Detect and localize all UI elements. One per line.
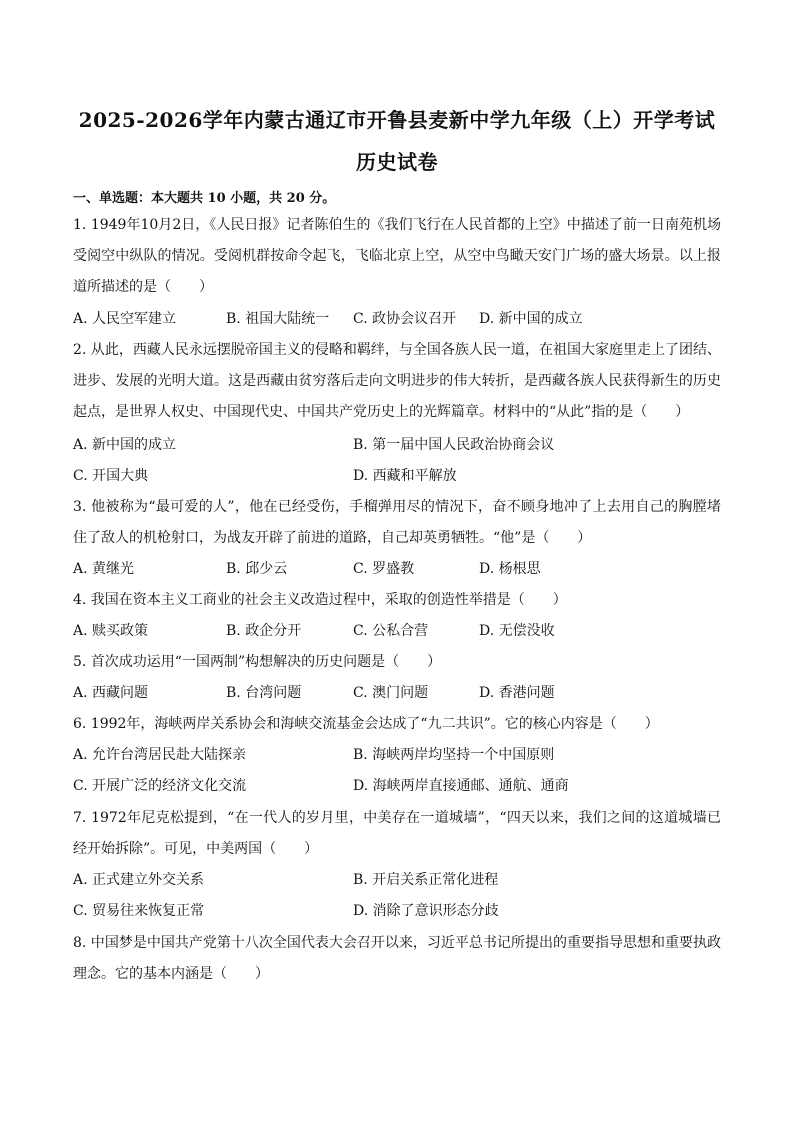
question-3-option-c[interactable]: C. 罗盛教 [353, 561, 415, 577]
question-1-option-a[interactable]: A. 人民空军建立 [73, 311, 177, 327]
question-4-option-a[interactable]: A. 赎买政策 [73, 623, 149, 639]
question-5-options [73, 678, 721, 709]
question-5-stem: 5. 首次成功运用“一国两制”构想解决的历史问题是（ ） [73, 654, 442, 670]
section-heading: 一、单选题：本大题共 10 小题，共 20 分。 [73, 191, 336, 206]
question-2-options-row-1 [73, 430, 721, 461]
question-2-option-d[interactable]: D. 西藏和平解放 [353, 468, 457, 484]
question-1-option-c[interactable]: C. 政协会议召开 [353, 311, 457, 327]
question-4-option-c[interactable]: C. 公私合营 [353, 623, 429, 639]
question-4-option-d[interactable]: D. 无偿没收 [479, 623, 555, 639]
question-8-stem: 8. 中国梦是中国共产党第十八次全国代表大会召开以来，习近平总书记所提出的重要指导思想和重要执政理念。它的基本内涵是（ ） [73, 935, 721, 982]
question-7-options-row-1 [73, 865, 721, 896]
question-1-options [73, 304, 721, 335]
exam-title: 2025-2026学年内蒙古通辽市开鲁县麦新中学九年级（上）开学考试 [78, 108, 716, 132]
question-5-option-a[interactable]: A. 西藏问题 [73, 685, 149, 701]
question-6-stem: 6. 1992年，海峡两岸关系协会和海峡交流基金会达成了“九二共识”。它的核心内容是（ ） [73, 716, 659, 732]
question-6-option-c[interactable]: C. 开展广泛的经济文化交流 [73, 778, 247, 794]
question-4-option-b[interactable]: B. 政企分开 [226, 623, 302, 639]
question-6-options-row-1 [73, 740, 721, 771]
question-7-option-b[interactable]: B. 开启关系正常化进程 [353, 872, 499, 888]
question-6-option-b[interactable]: B. 海峡两岸均坚持一个中国原则 [353, 747, 555, 763]
question-2-option-c[interactable]: C. 开国大典 [73, 468, 149, 484]
question-1-option-d[interactable]: D. 新中国的成立 [479, 311, 583, 327]
question-7-stem: 7. 1972年尼克松提到，“在一代人的岁月里，中美存在一道城墙”，“四天以来，我们之间的这道城墙已经开始拆除”。可见，中美两国（ ） [73, 810, 721, 857]
question-6-option-a[interactable]: A. 允许台湾居民赴大陆探亲 [73, 747, 247, 763]
question-3-option-a[interactable]: A. 黄继光 [73, 561, 135, 577]
question-3-option-b[interactable]: B. 邱少云 [226, 561, 288, 577]
exam-subject-title: 历史试卷 [356, 150, 438, 174]
question-6-options-row-2 [73, 771, 721, 802]
question-3-option-d[interactable]: D. 杨根思 [479, 561, 541, 577]
question-2-stem: 2. 从此，西藏人民永远摆脱帝国主义的侵略和羁绊，与全国各族人民一道，在祖国大家庭里走上了团结、进步、发展的光明大道。这是西藏由贫穷落后走向文明进步的伟大转折，是西藏各族人民获得新生的历史起点，是世界人权史、中国现代史、中国共产党历史上的光辉篇章。材料中的“从此”指的是（ ） [73, 342, 721, 420]
question-2-options-row-2 [73, 461, 721, 492]
question-2-option-a[interactable]: A. 新中国的成立 [73, 437, 177, 453]
question-2-option-b[interactable]: B. 第一届中国人民政治协商会议 [353, 437, 555, 453]
question-7-option-a[interactable]: A. 正式建立外交关系 [73, 872, 205, 888]
question-5-option-b[interactable]: B. 台湾问题 [226, 685, 302, 701]
question-7-option-d[interactable]: D. 消除了意识形态分歧 [353, 903, 499, 919]
question-7-options-row-2 [73, 896, 721, 927]
question-3-stem: 3. 他被称为“最可爱的人”，他在已经受伤，手榴弹用尽的情况下，奋不顾身地冲了上去用自己的胸膛堵住了敌人的机枪射口，为战友开辟了前进的道路，自己却英勇牺牲。“他”是（ ） [73, 499, 721, 546]
question-5-option-d[interactable]: D. 香港问题 [479, 685, 555, 701]
question-4-stem: 4. 我国在资本主义工商业的社会主义改造过程中，采取的创造性举措是（ ） [73, 592, 567, 608]
question-1-stem: 1. 1949年10月2日，《人民日报》记者陈伯生的《我们飞行在人民首都的上空》中描述了前一日南苑机场受阅空中纵队的情况。受阅机群按命令起飞，飞临北京上空，从空中鸟瞰天安门广场的盛大场景。以上报道所描述的是（ ） [73, 217, 721, 295]
question-4-options [73, 616, 721, 647]
question-1-option-b[interactable]: B. 祖国大陆统一 [226, 311, 330, 327]
question-3-options [73, 554, 721, 585]
question-5-option-c[interactable]: C. 澳门问题 [353, 685, 429, 701]
question-7-option-c[interactable]: C. 贸易往来恢复正常 [73, 903, 205, 919]
question-6-option-d[interactable]: D. 海峡两岸直接通邮、通航、通商 [353, 778, 569, 794]
